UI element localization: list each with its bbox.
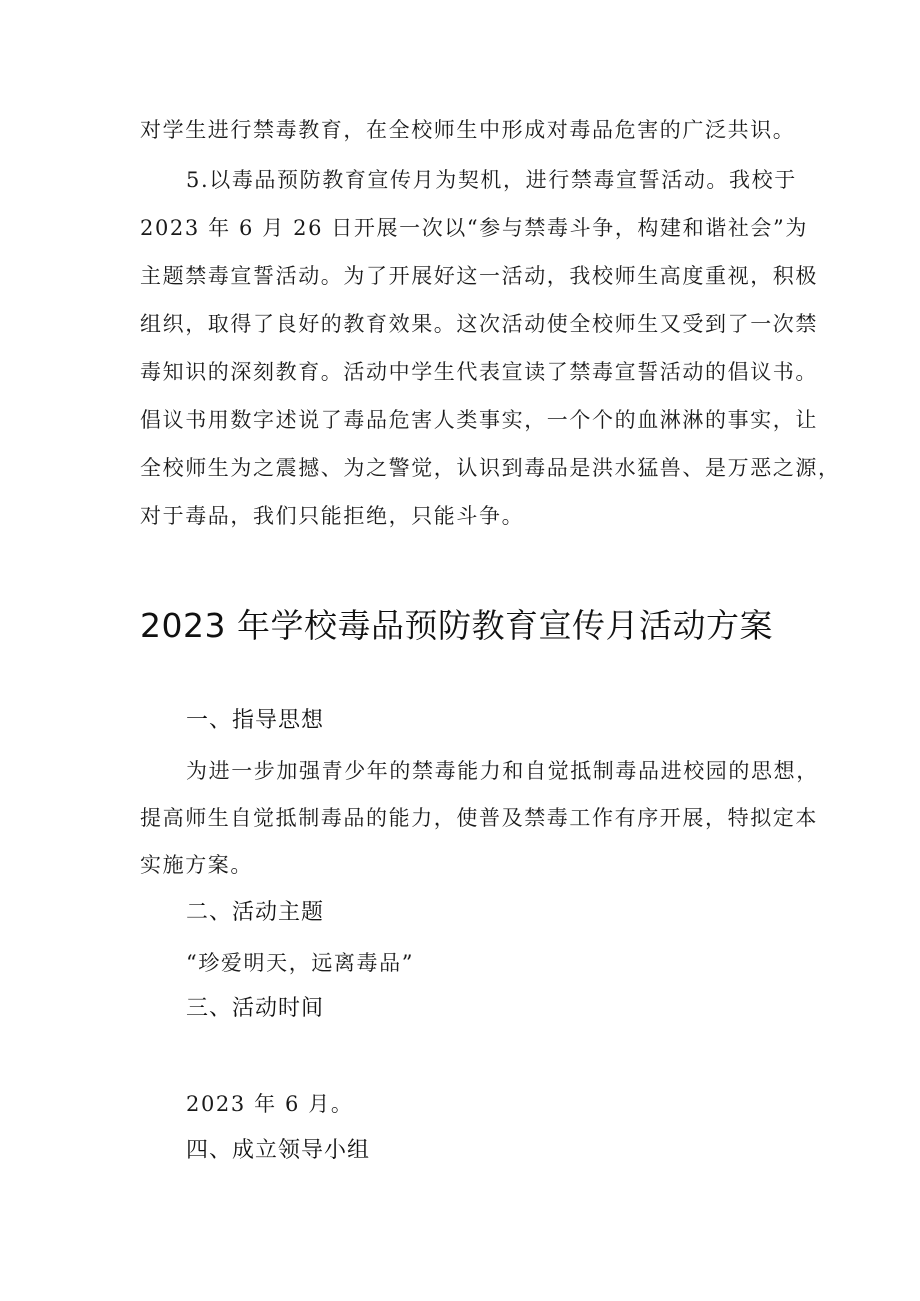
paragraph-line: 为进一步加强青少年的禁毒能力和自觉抵制毒品进校园的思想， — [186, 759, 819, 783]
paragraph-line: 对于毒品，我们只能拒绝，只能斗争。 — [140, 504, 525, 528]
paragraph-line: 毒知识的深刻教育。活动中学生代表宣读了禁毒宣誓活动的倡议书。 — [140, 360, 818, 384]
paragraph-line: 全校师生为之震撼、为之警觉，认识到毒品是洪水猛兽、是万恶之源， — [140, 456, 841, 480]
section-heading-activity-time: 三、活动时间 — [186, 996, 325, 1021]
paragraph-line: 提高师生自觉抵制毒品的能力，使普及禁毒工作有序开展，特拟定本 — [140, 806, 818, 830]
section-heading-guiding-thought: 一、指导思想 — [186, 708, 325, 733]
paragraph-line: 2023 年 6 月 26 日开展一次以“参与禁毒斗争，构建和谐社会”为 — [140, 216, 808, 240]
activity-time-text: 2023 年 6 月。 — [186, 1092, 354, 1116]
activity-theme-text: “珍爱明天，远离毒品” — [186, 951, 415, 975]
document-title: 2023 年学校毒品预防教育宣传月活动方案 — [140, 606, 773, 645]
paragraph-line: 对学生进行禁毒教育，在全校师生中形成对毒品危害的广泛共识。 — [140, 118, 796, 142]
paragraph-line: 组织，取得了良好的教育效果。这次活动使全校师生又受到了一次禁 — [140, 312, 818, 336]
paragraph-line: 主题禁毒宣誓活动。为了开展好这一活动，我校师生高度重视，积极 — [140, 264, 818, 288]
paragraph-line: 倡议书用数字述说了毒品危害人类事实，一个个的血淋淋的事实，让 — [140, 408, 818, 432]
section-heading-leadership-group: 四、成立领导小组 — [186, 1138, 371, 1163]
paragraph-line: 实施方案。 — [140, 853, 253, 877]
section-heading-activity-theme: 二、活动主题 — [186, 900, 325, 925]
paragraph-line: 5.以毒品预防教育宣传月为契机，进行禁毒宣誓活动。我校于 — [186, 168, 797, 192]
